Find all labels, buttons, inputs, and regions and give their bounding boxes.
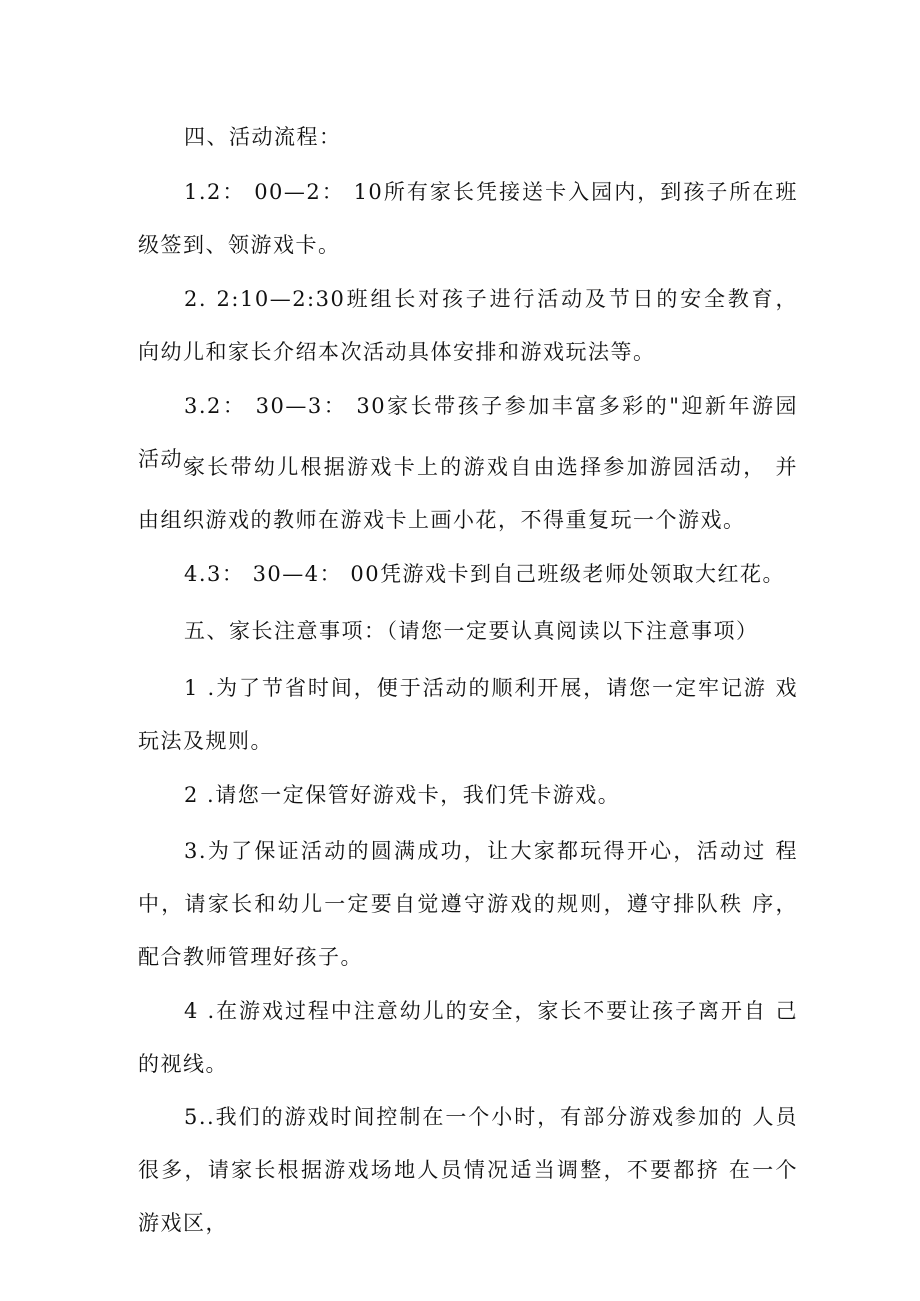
paragraph-step-1: 1.2： 00—2： 10所有家长凭接送卡入园内，到孩子所在班 级签到、领游戏卡。 xyxy=(138,180,798,257)
paragraph-note-3: 3.为了保证活动的圆满成功，让大家都玩得开心，活动过 程中，请家长和幼儿一定要自觉遵守游戏的规则，遵守排队秩 序，配合教师管理好孩子。 xyxy=(138,839,798,969)
paragraph-note-4: 4 .在游戏过程中注意幼儿的安全，家长不要让孩子离开自 己的视线。 xyxy=(138,999,798,1076)
paragraph-note-2: 2 .请您一定保管好游戏卡，我们凭卡游戏。 xyxy=(184,783,621,807)
heading-activity-process: 四、活动流程： xyxy=(184,125,342,149)
paragraph-note-5: 5..我们的游戏时间控制在一个小时，有部分游戏参加的 人员很多，请家长根据游戏场地人员情况适当调整，不要都挤 在一个游戏区， xyxy=(138,1105,798,1235)
paragraph-step-3-detail: 家长带幼儿根据游戏卡上的游戏自由选择参加游园活动， 并由组织游戏的教师在游戏卡上画小花，不得重复玩一个游戏。 xyxy=(138,455,798,532)
paragraph-step-4: 4.3： 30—4： 00凭游戏卡到自己班级老师处领取大红花。 xyxy=(184,562,786,586)
heading-parent-notes: 五、家长注意事项：（请您一定要认真阅读以下注意事项） xyxy=(184,619,759,643)
paragraph-note-1: 1 .为了节省时间，便于活动的顺利开展，请您一定牢记游 戏玩法及规则。 xyxy=(138,676,798,753)
paragraph-step-3: 3.2： 30—3： 30家长带孩子参加丰富多彩的"迎新年游园 活动。 xyxy=(138,394,798,471)
paragraph-step-2: 2. 2:10—2:30班组长对孩子进行活动及节日的安全教育， 向幼儿和家长介绍本次活动具体安排和游戏玩法等。 xyxy=(138,287,798,364)
